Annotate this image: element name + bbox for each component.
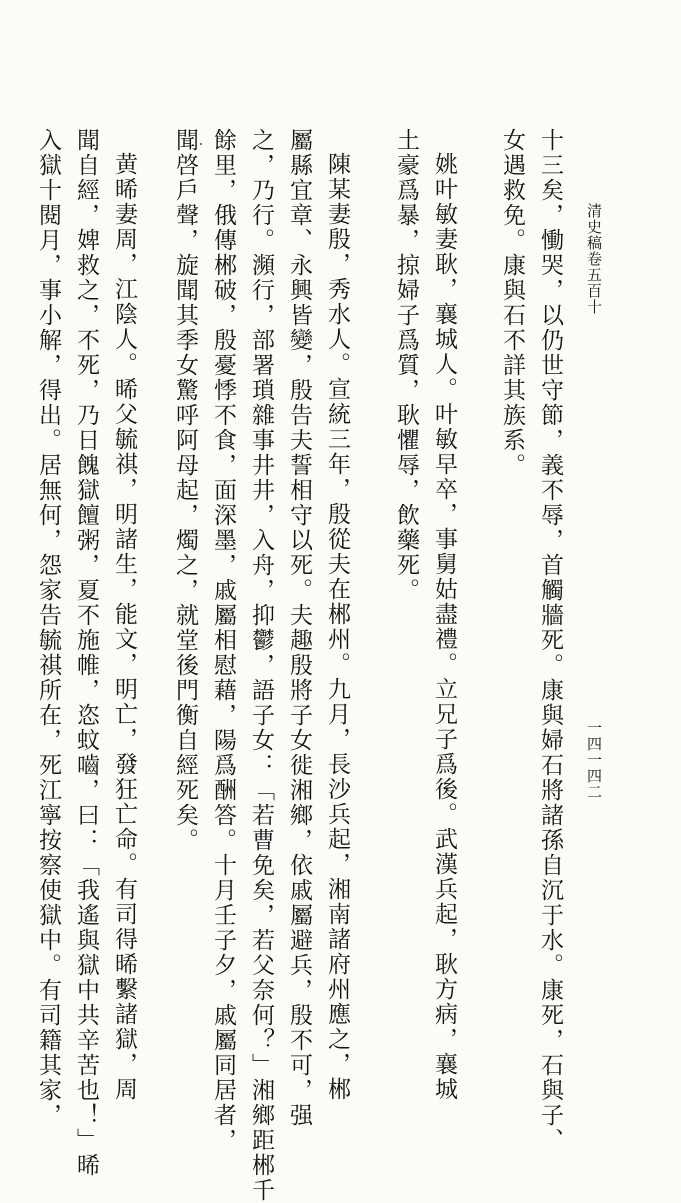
text-column-1: 十三矣，慟哭，以仍世守節，義不辱，首觸牆死。康與婦石將諸孫自沉于水。康死，石與子、 [537, 128, 563, 1153]
text-column-7: 之，乃行。瀕行，部署瑣雜事井井，入舟，抑鬱，語子女：「若曹免矣，若父奈何？」湘鄉距郴千 [248, 128, 274, 1203]
text-column-2: 女遇救免。康與石不詳其族系。 [499, 128, 525, 478]
text-column-10: 黄晞妻周，江陰人。晞父毓祺，明諸生，能文，明亡，發狂亡命。有司得晞繫諸獄，周 [111, 152, 137, 1102]
text-column-5: 陳某妻殷，秀水人。宣統三年，殷從夫在郴州。九月，長沙兵起，湘南諸府州應之，郴 [324, 152, 350, 1102]
text-column-3: 姚叶敏妻耿，襄城人。叶敏早卒，事舅姑盡禮。立兄子爲後。武漢兵起，耿方病，襄城 [431, 152, 457, 1102]
text-column-6: 屬縣宜章、永興皆變，殷告夫誓相守以死。夫趣殷將子女徙湘鄉，依戚屬避兵，殷不可，强 [286, 128, 312, 1128]
page-number: 一四一四二 [585, 720, 603, 800]
text-column-9: 聞啓戶聲，旋聞其季女驚呼阿母起，燭之，就堂後門衡自經死矣。 [172, 128, 198, 853]
text-column-11: 聞自經，婢救之，不死，乃日餽獄饘粥，夏不施帷，恣蚊嚙，曰：「我遙與獄中共辛苦也！」晞 [73, 128, 99, 1178]
scan-speck [200, 143, 202, 145]
running-title: 清史稿卷五百十 [585, 203, 603, 315]
text-column-8: 餘里，俄傳郴破，殷憂悸不食，面深墨，戚屬相慰藉，陽爲酬答。十月壬子夕，戚屬同居者， [210, 128, 236, 1153]
text-column-4: 土豪爲暴，掠婦子爲質，耿懼辱，飲藥死。 [393, 128, 419, 603]
text-column-12: 入獄十閱月，事小解，得出。居無何，怨家告毓祺所在，死江寧按察使獄中。有司籍其家， [35, 128, 61, 1128]
